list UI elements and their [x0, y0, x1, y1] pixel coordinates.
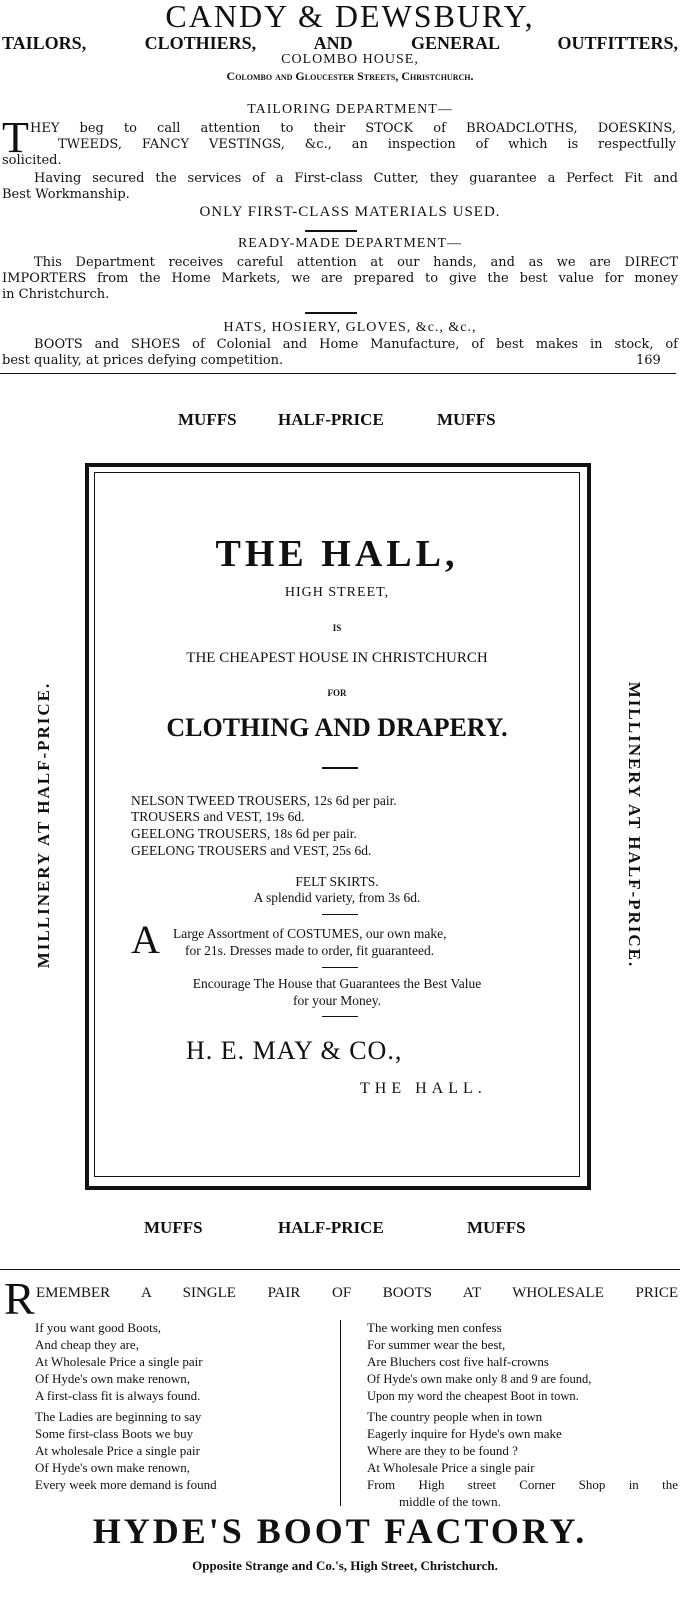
verse-line: Upon my word the cheapest Boot in town. — [367, 1389, 579, 1403]
divider — [305, 230, 357, 232]
hall-cheapest: THE CHEAPEST HOUSE IN CHRISTCHURCH — [186, 650, 488, 666]
tailoring-dropcap: T — [2, 113, 29, 162]
firm-sub: THE HALL. — [360, 1080, 487, 1097]
muffs-bottom-right: MUFFS — [467, 1218, 526, 1237]
divider — [305, 312, 357, 314]
boots-line-1: BOOTS and SHOES of Colonial and Home Manufacture, of best makes in stock, of — [34, 337, 678, 352]
hyde-title: HYDE'S BOOT FACTORY. — [92, 1511, 588, 1551]
readymade-line-1: This Department receives careful attention at our hands, and as we are DIRECT — [34, 255, 678, 270]
hyde-address: Opposite Strange and Co.'s, High Street, Christchurch. — [192, 1558, 498, 1573]
readymade-heading: READY-MADE DEPARTMENT— — [237, 236, 463, 251]
felt-skirts: FELT SKIRTS. — [295, 874, 379, 889]
verse-line: Of Hyde's own make renown, — [35, 1460, 191, 1475]
verse-line: The country people when in town — [367, 1409, 543, 1424]
price-line: GEELONG TROUSERS, 18s 6d per pair. — [131, 826, 357, 841]
verse-line: Are Bluchers cost five half-crowns — [367, 1354, 549, 1369]
verse-line: Where are they to be found ? — [367, 1443, 518, 1458]
price-line: TROUSERS and VEST, 19s 6d. — [131, 809, 305, 824]
verse-line: Eagerly inquire for Hyde's own make — [367, 1426, 562, 1441]
price-line: GEELONG TROUSERS and VEST, 25s 6d. — [131, 843, 372, 858]
verse-line: Every week more demand is found — [35, 1477, 217, 1492]
costumes-line-1: Large Assortment of COSTUMES, our own make, — [173, 926, 447, 941]
verse-line: From High street Corner Shop in the — [367, 1477, 678, 1492]
hall-is: IS — [332, 623, 342, 633]
candy-house: COLOMBO HOUSE, — [281, 52, 419, 67]
verse-line: The working men confess — [367, 1320, 502, 1335]
readymade-line-3: in Christchurch. — [2, 287, 110, 302]
hyde-heading: EMEMBER A SINGLE PAIR OF BOOTS AT WHOLESALE PRICE — [36, 1285, 678, 1301]
half-price-top: HALF-PRICE — [278, 410, 384, 429]
candy-subtitle: TAILORS, CLOTHIERS, AND GENERAL OUTFITTERS, — [2, 33, 678, 53]
verse-line: Of Hyde's own make renown, — [35, 1371, 191, 1386]
hall-street: HIGH STREET, — [284, 585, 390, 600]
tailoring-line-3: solicited. — [2, 153, 62, 168]
verse-line: middle of the town. — [399, 1494, 501, 1509]
hyde-dropcap: R — [4, 1273, 35, 1324]
section-rule — [0, 373, 676, 374]
verse-line: A first-class fit is always found. — [35, 1388, 201, 1403]
ad-number: 169 — [636, 353, 661, 368]
side-text-left: MILLINERY AT HALF-PRICE. — [34, 681, 53, 969]
side-text-right: MILLINERY AT HALF-PRICE. — [625, 681, 644, 969]
hall-clothing: CLOTHING AND DRAPERY. — [166, 713, 508, 742]
tailoring-heading: TAILORING DEPARTMENT— — [247, 102, 453, 117]
muffs-top-right: MUFFS — [437, 410, 496, 429]
encourage-line-2: for your Money. — [293, 993, 381, 1008]
hall-title: THE HALL, — [215, 533, 459, 575]
tailoring-line-5: Best Workmanship. — [2, 187, 130, 202]
verse-line: If you want good Boots, — [35, 1320, 162, 1335]
candy-address: Colombo and Gloucester Streets, Christchurch. — [226, 69, 474, 83]
half-price-bottom: HALF-PRICE — [278, 1218, 384, 1237]
tailoring-line-1: HEY beg to call attention to their STOCK of BROADCLOTHS, DOESKINS, — [30, 121, 676, 136]
verse-line: At Wholesale Price a single pair — [367, 1460, 535, 1475]
verse-line: At wholesale Price a single pair — [35, 1443, 200, 1458]
price-line: NELSON TWEED TROUSERS, 12s 6d per pair. — [131, 793, 397, 808]
verse-line: For summer wear the best, — [367, 1337, 506, 1352]
muffs-bottom-left: MUFFS — [144, 1218, 203, 1237]
column-divider — [340, 1320, 341, 1506]
costumes-line-2: for 21s. Dresses made to order, fit guaranteed. — [185, 943, 435, 958]
candy-title: CANDY & DEWSBURY, — [165, 0, 535, 34]
boots-line-2: best quality, at prices defying competition. — [2, 353, 284, 368]
tailoring-line-2: TWEEDS, FANCY VESTINGS, &c., an inspection of which is respectfully — [58, 137, 676, 152]
divider — [322, 1016, 358, 1017]
materials-notice: ONLY FIRST-CLASS MATERIALS USED. — [199, 204, 501, 220]
hats-heading: HATS, HOSIERY, GLOVES, &c., &c., — [223, 320, 477, 335]
verse-line: Of Hyde's own make only 8 and 9 are found, — [367, 1372, 592, 1386]
encourage-line-1: Encourage The House that Guarantees the Best Value — [192, 976, 482, 991]
divider — [322, 767, 358, 769]
verse-line: At Wholesale Price a single pair — [35, 1354, 203, 1369]
verse-line: Some first-class Boots we buy — [35, 1426, 194, 1441]
muffs-top-left: MUFFS — [178, 410, 237, 429]
divider — [322, 914, 358, 915]
verse-line: And cheap they are, — [35, 1337, 139, 1352]
section-rule — [0, 1269, 680, 1270]
readymade-line-2: IMPORTERS from the Home Markets, we are prepared to give the best value for money — [2, 271, 678, 286]
firm-name: H. E. MAY & CO., — [186, 1036, 403, 1065]
divider — [322, 967, 358, 968]
verse-line: The Ladies are beginning to say — [35, 1409, 202, 1424]
felt-splendid: A splendid variety, from 3s 6d. — [253, 890, 421, 905]
costumes-dropcap: A — [131, 917, 160, 962]
hall-for: FOR — [327, 688, 347, 698]
tailoring-line-4: Having secured the services of a First-class Cutter, they guarantee a Perfect Fit and — [34, 171, 678, 186]
